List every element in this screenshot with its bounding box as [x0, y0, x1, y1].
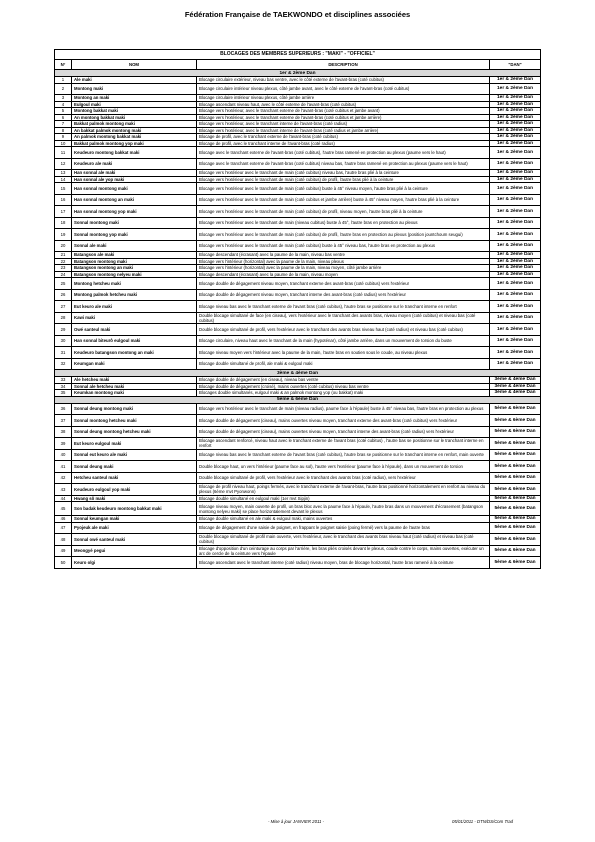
block-name: Han sonnal biteurô eulgoul maki	[72, 335, 197, 347]
block-name: Bakkat palmok montong yop maki	[72, 140, 197, 147]
dan-level: 1er & 2ème Dan	[490, 83, 541, 95]
row-number: 25	[55, 278, 72, 290]
column-header-description: DESCRIPTION	[197, 60, 490, 70]
block-description: Blocage niveau moyen vers l'intérieur avec la paume de la main, l'autre bras en soutien sous le coude, au niveau plexus	[197, 347, 490, 359]
row-number: 42	[55, 472, 72, 484]
block-description: Blocage vers l'extérieur, avec le tranchant interne de l'avant-bras (coté radius)	[197, 121, 490, 128]
block-name: Ale maki	[72, 77, 197, 84]
block-name: Hwang sô maki	[72, 495, 197, 502]
block-name: An bakkat palmok montong maki	[72, 127, 197, 134]
table-row	[55, 438, 541, 450]
row-number: 12	[55, 158, 72, 170]
row-number: 28	[55, 312, 72, 324]
dan-level: 1er & 2ème Dan	[490, 127, 541, 134]
row-number: 27	[55, 301, 72, 313]
block-description: Blocage double simultané en eulgoul maki (1er mvt Sipjin)	[197, 495, 490, 502]
block-description: Blocage de profil, avec le tranchant externe de l'avant-bras (coté cubitus)	[197, 134, 490, 141]
row-number: 24	[55, 271, 72, 278]
table-row	[55, 484, 541, 496]
block-name: Hetcheu santeul maki	[72, 472, 197, 484]
table-row	[55, 502, 541, 516]
block-description: Blocage double de dégagement (en ciseau), niveau bas ventre	[197, 377, 490, 384]
block-description: Blocage circulaire, niveau haut avec le tranchant de la main (hypoténar), côté jambe arrière, dans un mouvement de torsion du buste	[197, 335, 490, 347]
dan-level: 5ème & 6ème Dan	[490, 522, 541, 534]
block-description: Blocage ascendant avec le tranchant interne (coté radius) niveau moyen, bras de blocage horizontal, l'autre bras ramené à la ceinture	[197, 557, 490, 569]
dan-level: 1er & 2ème Dan	[490, 176, 541, 183]
block-description: Blocage vers l'extérieur avec le tranchant de main (coté cubitus) buste à 45° niveau bas, l'autre bras en protection au plexus	[197, 240, 490, 252]
block-description: Blocage vers l'extérieur avec le tranchant de main (coté cubitus) buste à 45° niveau moyen, l'autre bras plié à la ceinture	[197, 183, 490, 195]
section-header-row	[55, 370, 541, 377]
block-name: Montong bakkat maki	[72, 108, 197, 115]
row-number: 38	[55, 426, 72, 438]
row-number: 11	[55, 147, 72, 159]
block-name: Sonnal owé santeul maki	[72, 534, 197, 546]
block-name: An montong bakkat maki	[72, 114, 197, 121]
dan-level: 1er & 2ème Dan	[490, 312, 541, 324]
table-row	[55, 217, 541, 229]
dan-level: 3ème & 4ème Dan	[490, 377, 541, 384]
dan-level: 5ème & 6ème Dan	[490, 472, 541, 484]
row-number: 39	[55, 438, 72, 450]
block-name: Kawi maki	[72, 312, 197, 324]
table-row	[55, 83, 541, 95]
table-row	[55, 461, 541, 473]
block-name: Sonnal ale hetcheu maki	[72, 383, 197, 390]
table-row	[55, 415, 541, 427]
table-row	[55, 301, 541, 313]
dan-level: 1er & 2ème Dan	[490, 217, 541, 229]
row-number: 48	[55, 534, 72, 546]
table-row	[55, 158, 541, 170]
row-number: 22	[55, 258, 72, 265]
row-number: 40	[55, 449, 72, 461]
row-number: 37	[55, 415, 72, 427]
block-description: Blocage double de dégagement (ciseau), mains ouvertes niveau moyen, tranchant interne des avant-bras (coté radius) vers l'extérieur	[197, 426, 490, 438]
row-number: 6	[55, 114, 72, 121]
dan-level: 3ème & 4ème Dan	[490, 390, 541, 397]
block-description: Double blocage simultané de profil, vers l'extérieur avec le tranchant des avants bras niveau haut (coté radius) et niveau bas (coté cubitus)	[197, 324, 490, 336]
dan-level: 5ème & 6ème Dan	[490, 502, 541, 516]
block-name: Han sonnal montong an maki	[72, 194, 197, 206]
block-description: Blocage vers l'intérieur (horizontal) avec la paume de la main, niveau moyen, côté jambe arrière	[197, 265, 490, 272]
table-row	[55, 545, 541, 557]
dan-level: 1er & 2ème Dan	[490, 240, 541, 252]
row-number: 31	[55, 347, 72, 359]
row-number: 29	[55, 324, 72, 336]
block-name: An palmok montong bakkat maki	[72, 134, 197, 141]
block-description: Blocage d'opposition d'un ceinturage au corps par l'arrière, les bras pliés croisés devant le plexus, coude contre le corps, mains ouvertes, exécuter un arc de cercle de la ceinture vers l'épaule	[197, 545, 490, 557]
row-number: 20	[55, 240, 72, 252]
column-header-name: NOM	[72, 60, 197, 70]
block-description: Blocage double simultané en ale maki & eulgoul maki, mains ouvertes	[197, 516, 490, 523]
block-name: Keuro olgi	[72, 557, 197, 569]
dan-level: 1er & 2ème Dan	[490, 258, 541, 265]
dan-level: 5ème & 6ème Dan	[490, 461, 541, 473]
block-name: Sonnal montong maki	[72, 217, 197, 229]
row-number: 36	[55, 403, 72, 415]
table-row	[55, 522, 541, 534]
table-row	[55, 324, 541, 336]
table-row	[55, 229, 541, 241]
row-number: 35	[55, 390, 72, 397]
block-name: Han sonnal ale yop maki	[72, 176, 197, 183]
table-row	[55, 312, 541, 324]
block-description: Blocage ascendant niveau haut, avec le côté externe de l'avant-bras (coté cubitus)	[197, 101, 490, 108]
dan-level: 1er & 2ème Dan	[490, 77, 541, 84]
dan-level: 1er & 2ème Dan	[490, 194, 541, 206]
block-description: Blocage double simultané de profil, ale maki & eulgoul maki	[197, 358, 490, 370]
table-row	[55, 335, 541, 347]
row-number: 8	[55, 127, 72, 134]
dan-level: 1er & 2ème Dan	[490, 183, 541, 195]
dan-level: 1er & 2ème Dan	[490, 101, 541, 108]
dan-level: 3ème & 4ème Dan	[490, 383, 541, 390]
column-header-dan: "DAN"	[490, 60, 541, 70]
row-number: 44	[55, 495, 72, 502]
block-name: Han sonnal montong yop maki	[72, 206, 197, 218]
block-description: Blocage circulaire intérieur niveau plexus, côté jambe avant, avec le côté externe de l'avant-bras (coté cubitus)	[197, 83, 490, 95]
row-number: 19	[55, 229, 72, 241]
section-header-row	[55, 70, 541, 77]
block-description: Blocage vers l'extérieur avec le tranchant de main (coté cubitus et jambe arrière) buste à 45° niveau moyen, l'autre bras plié à la ceinture	[197, 194, 490, 206]
dan-level: 5ème & 6ème Dan	[490, 495, 541, 502]
dan-level: 1er & 2ème Dan	[490, 158, 541, 170]
row-number: 13	[55, 170, 72, 177]
table-row	[55, 183, 541, 195]
block-name: Eut keuro eulgoul maki	[72, 438, 197, 450]
row-number: 50	[55, 557, 72, 569]
row-number: 5	[55, 108, 72, 115]
blocks-table	[54, 49, 541, 569]
block-name: Keudeuro montong bakkat maki	[72, 147, 197, 159]
dan-level: 1er & 2ème Dan	[490, 301, 541, 313]
row-number: 45	[55, 502, 72, 516]
section-label: 1er & 2ème Dan	[55, 70, 541, 77]
table-row	[55, 472, 541, 484]
dan-level: 1er & 2ème Dan	[490, 252, 541, 259]
block-name: Bakkat palmok montong maki	[72, 121, 197, 128]
table-row	[55, 347, 541, 359]
block-description: Blocage ascendant renforcé, niveau haut avec le tranchant externe de l'avant bras (coté cubitus) , l'autre bas se positionne sur le tranchant interne en renfort	[197, 438, 490, 450]
block-description: Double blocage simultané de face (en ciseau), vers l'extérieur avec le tranchant des avants bras, niveau moyen (coté cubitus) et niveau bas (coté cubitus)	[197, 312, 490, 324]
block-description: Blocage niveau bas avec le tranchant externe de l'avant bras (coté cubitus), l'autre bras se positionne sur le tranchant interne en renfort	[197, 301, 490, 313]
dan-level: 1er & 2ème Dan	[490, 358, 541, 370]
block-name: Keumkan montong maki	[72, 390, 197, 397]
block-description: Blocage vers l'extérieur, avec le tranchant externe de l'avant-bras (coté cubitus et jambe arrière)	[197, 114, 490, 121]
block-description: Blocage vers l'intérieur (horizontal) avec la paume de la main, niveau plexus	[197, 258, 490, 265]
block-name: Son badak keudeuro montong bakkat maki	[72, 502, 197, 516]
row-number: 23	[55, 265, 72, 272]
dan-level: 1er & 2ème Dan	[490, 347, 541, 359]
row-number: 47	[55, 522, 72, 534]
block-description: Double blocage simultané de profil main ouverte, vers l'extérieur, avec le tranchant des avants bras niveau haut (coté radius) et niveau bas (coté cubitus)	[197, 534, 490, 546]
row-number: 26	[55, 289, 72, 301]
block-name: Batangson montong maki	[72, 258, 197, 265]
dan-level: 5ème & 6ème Dan	[490, 415, 541, 427]
block-name: Batangson ale maki	[72, 252, 197, 259]
block-description: Blocage double de dégagement (croisé), mains ouvertes (coté cubitus) niveau bas ventre	[197, 383, 490, 390]
row-number: 49	[55, 545, 72, 557]
block-name: Keumgan maki	[72, 358, 197, 370]
block-description: Blocage double de dégagement niveau moyen, tranchant externe des avant-bras (coté cubitus) vers l'extérieur	[197, 278, 490, 290]
section-header-row	[55, 396, 541, 403]
block-description: Blocage avec le tranchant externe de l'avant-bras (coté cubitus), l'autre bras ramené en protection au plexus (paume vers le haut)	[197, 147, 490, 159]
block-description: Blocage double de dégagement niveau moyen, tranchant interne des avant-bras (coté radius) vers l'extérieur	[197, 289, 490, 301]
row-number: 9	[55, 134, 72, 141]
block-description: Blocages double simultanés, eulgoul maki & an palmok montong yop (ou bakkat) maki	[197, 390, 490, 397]
block-description: Blocage descendant (écrasant) avec la paume de la main, niveau moyen	[197, 271, 490, 278]
row-number: 46	[55, 516, 72, 523]
dan-level: 1er & 2ème Dan	[490, 170, 541, 177]
footer-update-note: - Mise à jour JANVIER 2011 -	[268, 819, 325, 824]
block-name: Han sonnal montong maki	[72, 183, 197, 195]
table-row	[55, 147, 541, 159]
block-name: Sonnal montong yop maki	[72, 229, 197, 241]
dan-level: 5ème & 6ème Dan	[490, 438, 541, 450]
block-description: Blocage vers l'extérieur, avec le tranchant interne de l'avant-bras (coté radius et jambe arrière)	[197, 127, 490, 134]
dan-level: 1er & 2ème Dan	[490, 134, 541, 141]
block-name: Keudeuro batangson montong an maki	[72, 347, 197, 359]
dan-level: 5ème & 6ème Dan	[490, 516, 541, 523]
table-row	[55, 278, 541, 290]
block-name: Sonnal keumgan maki	[72, 516, 197, 523]
row-number: 10	[55, 140, 72, 147]
row-number: 41	[55, 461, 72, 473]
block-description: Blocage avec le tranchant externe de l'avant-bras (coté cubitus) niveau bas, l'autre bras ramené en protection au plexus (paume vers le haut)	[197, 158, 490, 170]
dan-level: 1er & 2ème Dan	[490, 265, 541, 272]
block-description: Blocage descendant (écrasant) avec la paume de la main, niveau bas ventre	[197, 252, 490, 259]
dan-level: 1er & 2ème Dan	[490, 95, 541, 102]
row-number: 32	[55, 358, 72, 370]
block-description: Blocage vers l'extérieur avec le tranchant de main (coté cubitus) de profil, l'autre bras en protection au plexus (position jountchoum seugui)	[197, 229, 490, 241]
dan-level: 1er & 2ème Dan	[490, 289, 541, 301]
block-description: Blocage vers l'extérieur avec le tranchant de main (coté cubitus) niveau bas, l'autre bras plié à la ceinture	[197, 170, 490, 177]
block-name: Montong hetcheu maki	[72, 278, 197, 290]
row-number: 34	[55, 383, 72, 390]
block-description: Blocage vers l'extérieur avec le tranchant de main (niveau radius), paume face à l'épaule) buste à 45° niveau bas, l'autre bras en protection au plexus	[197, 403, 490, 415]
dan-level: 1er & 2ème Dan	[490, 140, 541, 147]
block-name: Batangson montong nelyeu maki	[72, 271, 197, 278]
table-row	[55, 240, 541, 252]
block-name: Montong maki	[72, 83, 197, 95]
block-description: Blocage circulaire extérieur, niveau bas ventre, avec le côté externe de l'avant-bras (coté cubitus)	[197, 77, 490, 84]
block-name: Sonnal eut keuro ale maki	[72, 449, 197, 461]
row-number: 16	[55, 194, 72, 206]
row-number: 18	[55, 217, 72, 229]
row-number: 30	[55, 335, 72, 347]
row-number: 2	[55, 83, 72, 95]
block-name: Montong palmok hetcheu maki	[72, 289, 197, 301]
dan-level: 5ème & 6ème Dan	[490, 557, 541, 569]
table-row	[55, 358, 541, 370]
block-name: Ale hetcheu maki	[72, 377, 197, 384]
dan-level: 1er & 2ème Dan	[490, 271, 541, 278]
dan-level: 1er & 2ème Dan	[490, 278, 541, 290]
section-label: 3ème & 4ème Dan	[55, 370, 541, 377]
table-row	[55, 289, 541, 301]
table-row	[55, 426, 541, 438]
table-row	[55, 403, 541, 415]
table-row	[55, 449, 541, 461]
row-number: 14	[55, 176, 72, 183]
block-name: Sonnal deung maki	[72, 461, 197, 473]
row-number: 17	[55, 206, 72, 218]
dan-level: 1er & 2ème Dan	[490, 335, 541, 347]
row-number: 21	[55, 252, 72, 259]
block-description: Blocage circulaire intérieur niveau plexus, côté jambe arrière	[197, 95, 490, 102]
block-description: Blocage vers l'extérieur avec le tranchant de main (coté cubitus) de profil, l'autre bras plié à la ceinture	[197, 176, 490, 183]
block-description: Blocage de profil, avec le tranchant interne de l'avant-bras (coté radius)	[197, 140, 490, 147]
dan-level: 1er & 2ème Dan	[490, 114, 541, 121]
block-description: Blocage vers l'extérieur, avec le tranchant externe de l'avant-bras (coté cubitus et jambe avant)	[197, 108, 490, 115]
dan-level: 5ème & 6ème Dan	[490, 449, 541, 461]
table-row	[55, 206, 541, 218]
dan-level: 5ème & 6ème Dan	[490, 545, 541, 557]
block-description: Blocage de dégagement d'une saisie de poignet, en frappant le poignet saisie (poing fermé) vers la paume de l'autre bras	[197, 522, 490, 534]
dan-level: 1er & 2ème Dan	[490, 147, 541, 159]
dan-level: 5ème & 6ème Dan	[490, 426, 541, 438]
block-description: Blocage double de dégagement (ciseau), mains ouvertes niveau moyen, tranchant externe des avant-bras (coté cubitus) vers l'extérieur	[197, 415, 490, 427]
block-description: Double blocage simultané de profil, vers l'extérieur avec le tranchant des avants bras (coté radius), vers l'extérieur	[197, 472, 490, 484]
row-number: 33	[55, 377, 72, 384]
block-name: Eut keuro ale maki	[72, 301, 197, 313]
dan-level: 5ème & 6ème Dan	[490, 534, 541, 546]
table-title: BLOCAGES DES MEMBRES SUPERIEURS : "MAKI" - "OFFICIEL"	[55, 50, 541, 60]
block-name: Sonnal deung montong maki	[72, 403, 197, 415]
block-description: Blocage niveau moyen, main ouverte de profil, un bras bloc avec la paume face à l'épaule, l'autre bras dans un mouvement d'écrasement (batangson montong nelyeu maki) se place horizontalement devant le plexus	[197, 502, 490, 516]
footer-reference: 05/01/2011 - DTN/DS/Com Trad	[452, 819, 513, 824]
block-name: Han sonnal ale maki	[72, 170, 197, 177]
table-row	[55, 534, 541, 546]
section-label: 5ème & 6ème Dan	[55, 396, 541, 403]
row-number: 15	[55, 183, 72, 195]
block-name: Montong an maki	[72, 95, 197, 102]
block-description: Double blocage haut, un vers l'intérieur (paume face au sol), l'autre vers l'extérieur (paume face à l'épaule), dans un mouvement de torsion	[197, 461, 490, 473]
block-name: Eulgoul maki	[72, 101, 197, 108]
dan-level: 1er & 2ème Dan	[490, 206, 541, 218]
block-name: Batangson montong an maki	[72, 265, 197, 272]
block-name: Sonnal deung montong hetcheu maki	[72, 426, 197, 438]
dan-level: 1er & 2ème Dan	[490, 324, 541, 336]
block-name: Owé santeul maki	[72, 324, 197, 336]
row-number: 43	[55, 484, 72, 496]
block-name: Sonnal montong hetcheu maki	[72, 415, 197, 427]
dan-level: 5ème & 6ème Dan	[490, 403, 541, 415]
row-number: 1	[55, 77, 72, 84]
block-name: Sonnal ale maki	[72, 240, 197, 252]
dan-level: 1er & 2ème Dan	[490, 121, 541, 128]
dan-level: 5ème & 6ème Dan	[490, 484, 541, 496]
block-name: Keudeuro ale maki	[72, 158, 197, 170]
block-name: Keudeuro eulgoul yop maki	[72, 484, 197, 496]
row-number: 4	[55, 101, 72, 108]
dan-level: 1er & 2ème Dan	[490, 108, 541, 115]
dan-level: 1er & 2ème Dan	[490, 229, 541, 241]
block-description: Blocage de profil niveau haut, poings fermés, avec le tranchant externe de l'avant-bras, l'autre bras positionné horizontalement en renfort au niveau du plexus (6ème mvt Pyonwonn)	[197, 484, 490, 496]
block-name: Meongyé pegui	[72, 545, 197, 557]
row-number: 3	[55, 95, 72, 102]
column-header-number: N°	[55, 60, 72, 70]
block-description: Blocage vers l'extérieur avec le tranchant de main (niveau cubitus) buste à 45°, l'autre bras en protection au plexus	[197, 217, 490, 229]
block-name: Pyojeuk ale maki	[72, 522, 197, 534]
block-description: Blocage niveau bas avec le tranchant externe de l'avant bras (coté cubitus), l'autre bras se positionne sur le tranchant interne en renfort, main ouverte	[197, 449, 490, 461]
table-row	[55, 194, 541, 206]
block-description: Blocage vers l'extérieur avec le tranchant de main (coté cubitus) de profil, niveau moyen, l'autre bras plié à la ceinture	[197, 206, 490, 218]
table-body	[55, 70, 541, 569]
organization-header: Fédération Française de TAEKWONDO et disciplines associées	[184, 10, 411, 19]
table-row	[55, 557, 541, 569]
row-number: 7	[55, 121, 72, 128]
